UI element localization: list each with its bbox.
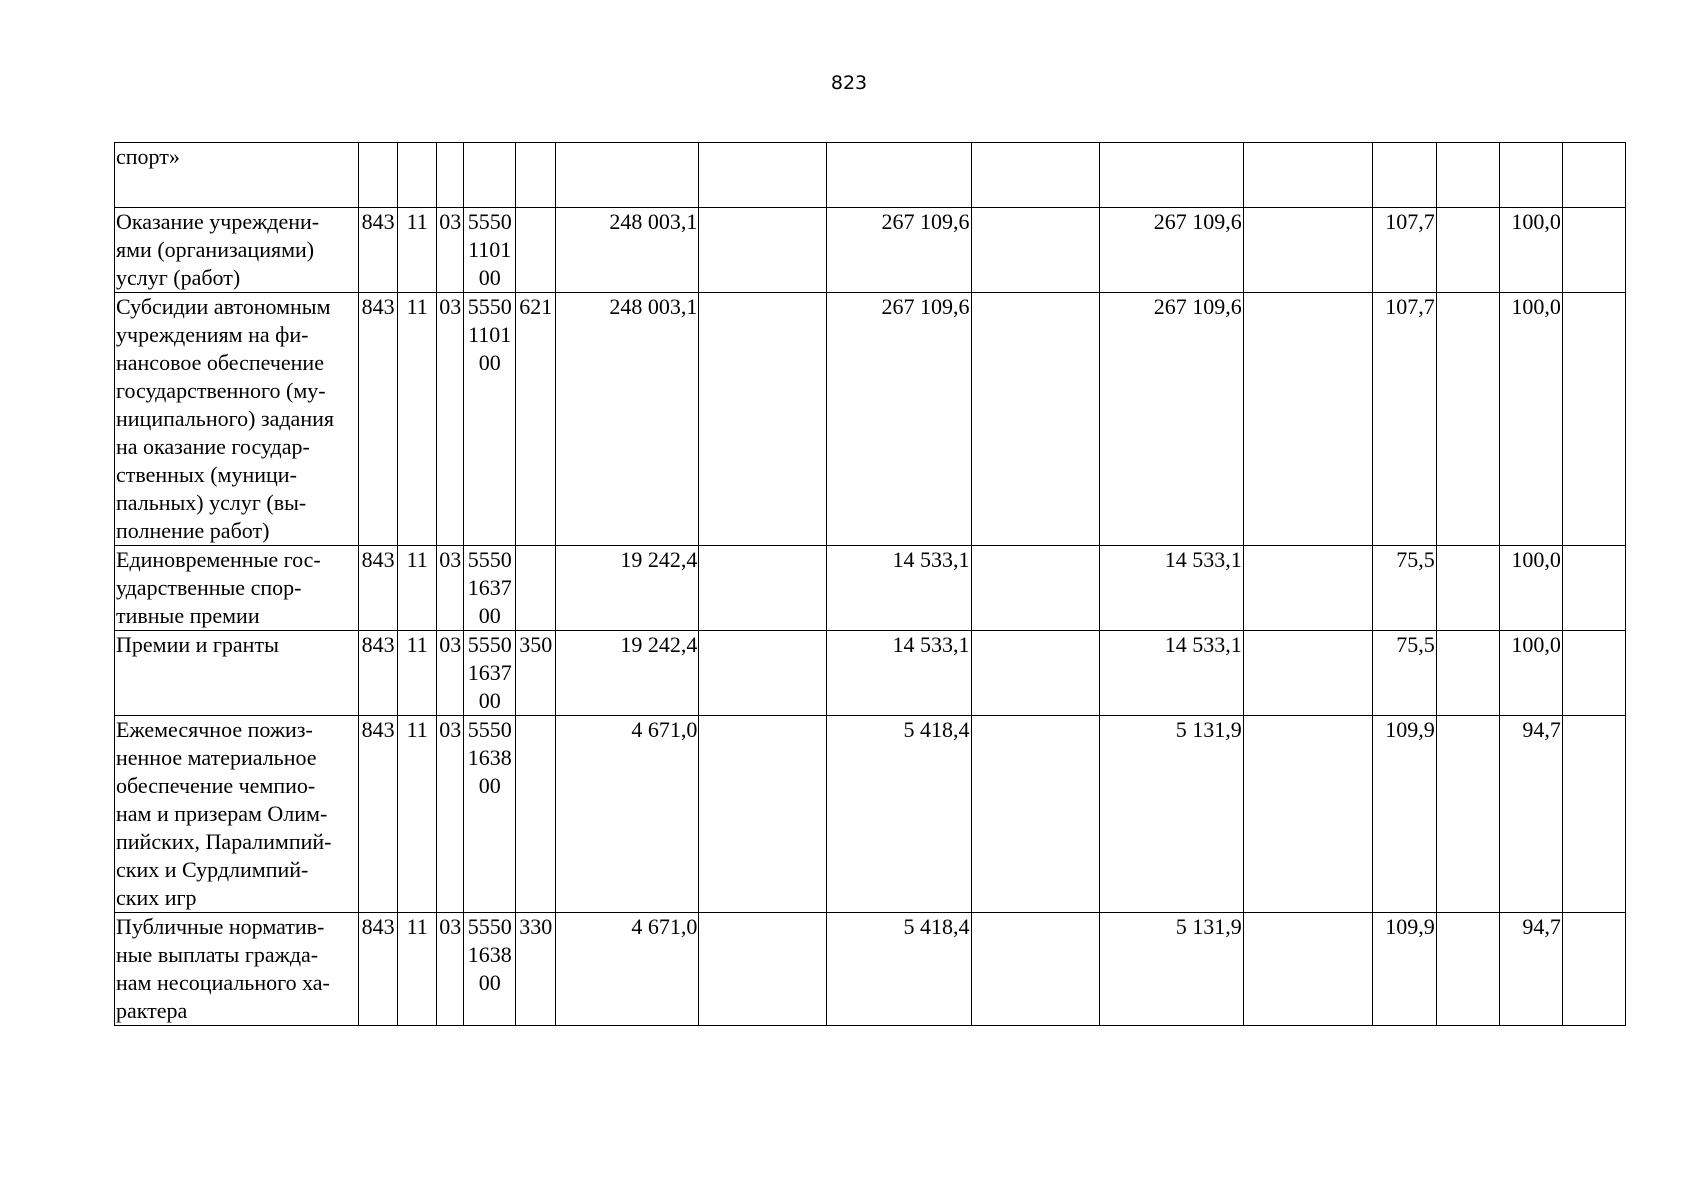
grbs-code-cell: 843 bbox=[359, 631, 398, 716]
empty-cell bbox=[1436, 143, 1499, 208]
grbs-code-cell bbox=[359, 143, 398, 208]
empty-cell bbox=[971, 716, 1099, 913]
empty-cell bbox=[699, 143, 827, 208]
empty-cell bbox=[971, 143, 1099, 208]
target-article-cell: 5550 1101 00 bbox=[464, 208, 516, 293]
actual-amount-cell: 5 131,9 bbox=[1099, 913, 1243, 1026]
row-name-cell: Ежемесячное пожиз- ненное материальное обеспечение чемпио- нам и призерам Олим- пийских, Паралимпий- ских и Сурдлимпий- ских игр bbox=[115, 716, 359, 913]
empty-cell bbox=[1436, 208, 1499, 293]
empty-cell bbox=[699, 913, 827, 1026]
empty-cell bbox=[699, 631, 827, 716]
empty-cell bbox=[971, 631, 1099, 716]
target-article-cell: 5550 1638 00 bbox=[464, 716, 516, 913]
target-article-cell: 5550 1101 00 bbox=[464, 293, 516, 546]
expense-type-cell bbox=[516, 143, 556, 208]
empty-cell bbox=[1436, 631, 1499, 716]
prior-year-amount-cell: 19 242,4 bbox=[556, 546, 699, 631]
planned-amount-cell bbox=[827, 143, 971, 208]
empty-cell bbox=[971, 293, 1099, 546]
percent-prior-year-cell: 75,5 bbox=[1372, 546, 1436, 631]
actual-amount-cell: 14 533,1 bbox=[1099, 546, 1243, 631]
table-row bbox=[115, 913, 1626, 1026]
target-article-cell: 5550 1638 00 bbox=[464, 913, 516, 1026]
table-row bbox=[115, 546, 1626, 631]
percent-prior-year-cell: 109,9 bbox=[1372, 716, 1436, 913]
prior-year-amount-cell: 4 671,0 bbox=[556, 913, 699, 1026]
target-article-cell: 5550 1637 00 bbox=[464, 546, 516, 631]
empty-cell bbox=[1243, 631, 1372, 716]
empty-cell bbox=[1562, 546, 1625, 631]
row-name-cell: спорт» bbox=[115, 143, 359, 208]
section-code-cell: 11 bbox=[398, 716, 437, 913]
percent-plan-cell: 94,7 bbox=[1499, 913, 1562, 1026]
grbs-code-cell: 843 bbox=[359, 546, 398, 631]
prior-year-amount-cell: 19 242,4 bbox=[556, 631, 699, 716]
empty-cell bbox=[699, 546, 827, 631]
planned-amount-cell: 14 533,1 bbox=[827, 631, 971, 716]
table-row bbox=[115, 631, 1626, 716]
actual-amount-cell: 14 533,1 bbox=[1099, 631, 1243, 716]
empty-cell bbox=[1243, 143, 1372, 208]
budget-table bbox=[114, 142, 1626, 1026]
empty-cell bbox=[1243, 716, 1372, 913]
subsection-code-cell: 03 bbox=[437, 546, 464, 631]
expense-type-cell: 350 bbox=[516, 631, 556, 716]
planned-amount-cell: 14 533,1 bbox=[827, 546, 971, 631]
subsection-code-cell: 03 bbox=[437, 208, 464, 293]
grbs-code-cell: 843 bbox=[359, 293, 398, 546]
planned-amount-cell: 5 418,4 bbox=[827, 716, 971, 913]
percent-plan-cell: 94,7 bbox=[1499, 716, 1562, 913]
row-name-cell: Оказание учреждени- ями (организациями) услуг (работ) bbox=[115, 208, 359, 293]
subsection-code-cell: 03 bbox=[437, 716, 464, 913]
empty-cell bbox=[1562, 293, 1625, 546]
subsection-code-cell bbox=[437, 143, 464, 208]
subsection-code-cell: 03 bbox=[437, 631, 464, 716]
percent-plan-cell: 100,0 bbox=[1499, 546, 1562, 631]
empty-cell bbox=[1243, 208, 1372, 293]
percent-plan-cell: 100,0 bbox=[1499, 208, 1562, 293]
subsection-code-cell: 03 bbox=[437, 293, 464, 546]
expense-type-cell bbox=[516, 546, 556, 631]
empty-cell bbox=[1562, 208, 1625, 293]
empty-cell bbox=[1243, 913, 1372, 1026]
row-name-cell: Публичные норматив- ные выплаты гражда- нам несоциального ха- рактера bbox=[115, 913, 359, 1026]
empty-cell bbox=[699, 208, 827, 293]
row-name-cell: Премии и гранты bbox=[115, 631, 359, 716]
prior-year-amount-cell bbox=[556, 143, 699, 208]
empty-cell bbox=[971, 546, 1099, 631]
empty-cell bbox=[1562, 143, 1625, 208]
percent-prior-year-cell: 75,5 bbox=[1372, 631, 1436, 716]
empty-cell bbox=[1436, 913, 1499, 1026]
empty-cell bbox=[1562, 631, 1625, 716]
prior-year-amount-cell: 248 003,1 bbox=[556, 293, 699, 546]
actual-amount-cell: 267 109,6 bbox=[1099, 293, 1243, 546]
empty-cell bbox=[1562, 913, 1625, 1026]
actual-amount-cell: 5 131,9 bbox=[1099, 716, 1243, 913]
planned-amount-cell: 5 418,4 bbox=[827, 913, 971, 1026]
table-row bbox=[115, 293, 1626, 546]
actual-amount-cell bbox=[1099, 143, 1243, 208]
empty-cell bbox=[971, 208, 1099, 293]
table-row bbox=[115, 208, 1626, 293]
row-name-cell: Единовременные гос- ударственные спор- тивные премии bbox=[115, 546, 359, 631]
percent-plan-cell bbox=[1499, 143, 1562, 208]
page-number: 823 bbox=[830, 72, 868, 94]
percent-prior-year-cell: 107,7 bbox=[1372, 208, 1436, 293]
section-code-cell: 11 bbox=[398, 913, 437, 1026]
expense-type-cell: 330 bbox=[516, 913, 556, 1026]
prior-year-amount-cell: 248 003,1 bbox=[556, 208, 699, 293]
percent-prior-year-cell: 107,7 bbox=[1372, 293, 1436, 546]
empty-cell bbox=[699, 293, 827, 546]
percent-prior-year-cell bbox=[1372, 143, 1436, 208]
grbs-code-cell: 843 bbox=[359, 208, 398, 293]
expense-type-cell: 621 bbox=[516, 293, 556, 546]
percent-plan-cell: 100,0 bbox=[1499, 631, 1562, 716]
empty-cell bbox=[1243, 293, 1372, 546]
row-name-cell: Субсидии автономным учреждениям на фи- нансовое обеспечение государственного (му- ниципального) задания на оказание государ- ственных (муници- пальных) услуг (вы- полнение работ) bbox=[115, 293, 359, 546]
empty-cell bbox=[1243, 546, 1372, 631]
expense-type-cell bbox=[516, 208, 556, 293]
percent-plan-cell: 100,0 bbox=[1499, 293, 1562, 546]
section-code-cell: 11 bbox=[398, 208, 437, 293]
table-row bbox=[115, 716, 1626, 913]
section-code-cell: 11 bbox=[398, 293, 437, 546]
empty-cell bbox=[699, 716, 827, 913]
empty-cell bbox=[1436, 293, 1499, 546]
section-code-cell: 11 bbox=[398, 631, 437, 716]
actual-amount-cell: 267 109,6 bbox=[1099, 208, 1243, 293]
subsection-code-cell: 03 bbox=[437, 913, 464, 1026]
section-code-cell: 11 bbox=[398, 546, 437, 631]
section-code-cell bbox=[398, 143, 437, 208]
prior-year-amount-cell: 4 671,0 bbox=[556, 716, 699, 913]
empty-cell bbox=[1562, 716, 1625, 913]
target-article-cell: 5550 1637 00 bbox=[464, 631, 516, 716]
percent-prior-year-cell: 109,9 bbox=[1372, 913, 1436, 1026]
empty-cell bbox=[971, 913, 1099, 1026]
planned-amount-cell: 267 109,6 bbox=[827, 293, 971, 546]
expense-type-cell bbox=[516, 716, 556, 913]
target-article-cell bbox=[464, 143, 516, 208]
empty-cell bbox=[1436, 716, 1499, 913]
empty-cell bbox=[1436, 546, 1499, 631]
table-row bbox=[115, 143, 1626, 208]
planned-amount-cell: 267 109,6 bbox=[827, 208, 971, 293]
grbs-code-cell: 843 bbox=[359, 716, 398, 913]
grbs-code-cell: 843 bbox=[359, 913, 398, 1026]
